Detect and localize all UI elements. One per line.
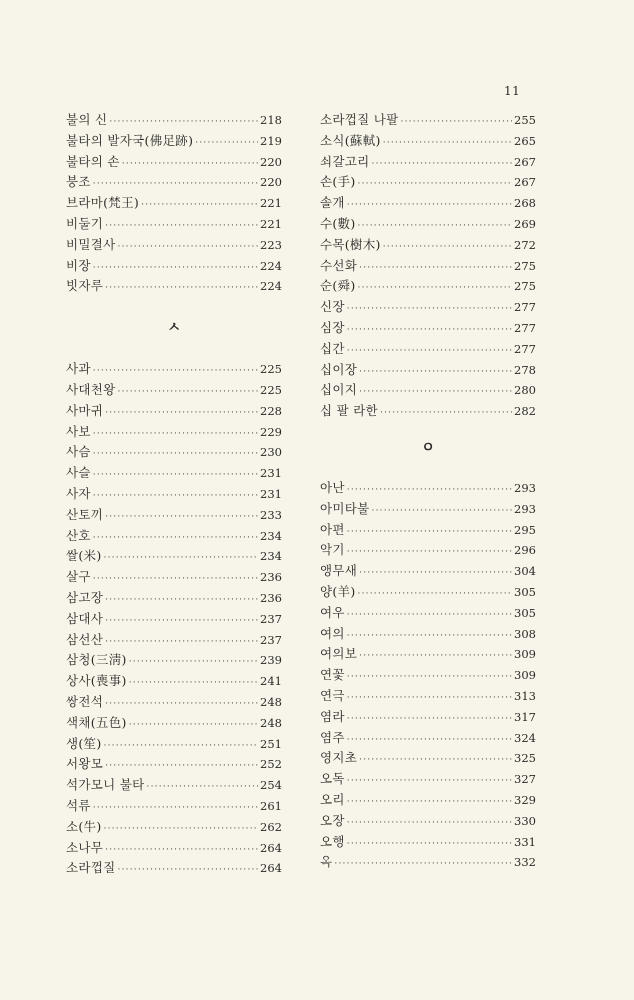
entry-page-number: 237 [260,611,282,626]
entry-page-number: 267 [514,154,536,169]
entry-term: 삼고장 [66,589,104,605]
entry-term: 십간 [320,340,345,356]
dot-leader [347,709,512,730]
entry-page-number: 308 [514,626,536,641]
entry-term: 오행 [320,833,345,849]
entry-page-number: 220 [260,154,282,169]
entry-page-number: 251 [260,736,282,751]
dot-leader [118,382,259,403]
index-entry [320,193,536,214]
dot-leader [141,195,258,216]
index-entry [320,665,536,686]
entry-list-right-2 [320,478,536,873]
index-entry [66,734,282,755]
index-entry [320,276,536,297]
dot-leader [93,486,258,507]
index-entry [66,422,282,443]
index-entry [320,256,536,277]
entry-term: 브라마(梵王) [66,195,140,211]
entry-term: 석류 [66,797,91,813]
index-entry [66,567,282,588]
index-entry [66,775,282,796]
entry-page-number: 248 [260,715,282,730]
entry-page-number: 313 [514,688,536,703]
entry-page-number: 329 [514,792,536,807]
index-entry [66,463,282,484]
index-entry [320,707,536,728]
dot-leader [105,611,258,632]
entry-page-number: 224 [260,279,282,294]
entry-term: 십 팔 라한 [320,403,379,419]
dot-leader [383,237,512,258]
entry-term: 소(牛) [66,818,102,834]
index-entry [320,769,536,790]
entry-page-number: 293 [514,501,536,516]
index-entry [320,624,536,645]
entry-term: 소라껍질 나팔 [320,112,399,127]
index-entry [320,582,536,603]
dot-leader [93,361,258,382]
dot-leader [93,569,258,590]
entry-page-number: 225 [260,382,282,397]
entry-list-right-1 [320,110,536,422]
entry-term: 소나무 [66,839,104,855]
dot-leader [359,750,512,771]
entry-page-number: 230 [260,445,282,460]
entry-term: 생(笙) [66,735,102,751]
entry-term: 소라껍질 [66,860,116,876]
index-entry [320,318,536,339]
entry-page-number: 264 [260,861,282,876]
entry-page-number: 317 [514,709,536,724]
entry-page-number: 305 [514,584,536,599]
entry-term: 비밀결사 [66,236,116,252]
dot-leader [347,299,512,320]
index-entry [320,152,536,173]
section-spacer [320,466,536,478]
index-entry [66,380,282,401]
dot-leader [347,688,512,709]
section-heading-ieung: ㅇ [421,439,435,456]
index-entry [320,235,536,256]
entry-list-left-2 [66,359,282,879]
index-entry [66,754,282,775]
entry-term: 수선화 [320,257,358,273]
entry-page-number: 255 [514,113,536,127]
dot-leader [105,840,258,861]
entry-page-number: 236 [260,590,282,605]
index-column-right [320,110,536,873]
entry-page-number: 304 [514,564,536,579]
dot-leader [347,542,512,563]
index-entry [66,505,282,526]
entry-page-number: 268 [514,196,536,211]
index-entry [320,832,536,853]
index-entry [320,297,536,318]
dot-leader [359,646,512,667]
entry-term: 신장 [320,299,345,315]
entry-term: 여의 [320,625,345,641]
index-entry [320,478,536,499]
index-entry [320,728,536,749]
entry-term: 연꽃 [320,667,345,683]
entry-page-number: 332 [514,855,536,870]
entry-page-number: 282 [514,404,536,419]
dot-leader [105,216,258,237]
dot-leader [93,258,258,279]
entry-term: 여우 [320,604,345,620]
index-entry [66,713,282,734]
dot-leader [105,278,258,299]
entry-page-number: 309 [514,668,536,683]
entry-term: 사슬 [66,465,91,481]
entry-page-number: 277 [514,320,536,335]
dot-leader [359,362,512,383]
entry-term: 양(羊) [320,583,356,599]
entry-term: 오리 [320,791,345,807]
dot-leader [109,112,258,133]
index-entry [66,630,282,651]
index-entry [320,644,536,665]
entry-term: 서왕모 [66,756,104,772]
index-entry [320,520,536,541]
entry-term: 쌀(米) [66,548,102,564]
dot-leader [347,341,512,362]
entry-term: 산토끼 [66,506,104,522]
entry-term: 수목(樹木) [320,236,381,252]
index-entry [66,796,282,817]
entry-term: 여의보 [320,646,358,662]
dot-leader [358,216,513,237]
dot-leader [347,792,512,813]
dot-leader [372,501,513,522]
entry-page-number: 231 [260,486,282,501]
dot-leader [105,507,258,528]
entry-page-number: 225 [260,362,282,377]
dot-leader [93,444,258,465]
entry-page-number: 277 [514,341,536,356]
entry-term: 불의 신 [66,112,108,127]
dot-leader [104,736,259,757]
entry-term: 아미타불 [320,500,370,516]
index-entry [320,686,536,707]
index-entry [320,499,536,520]
entry-page-number: 267 [514,175,536,190]
dot-leader [93,798,258,819]
entry-term: 염주 [320,729,345,745]
entry-page-number: 330 [514,813,536,828]
index-entry [66,359,282,380]
entry-page-number: 278 [514,362,536,377]
index-entry [320,401,536,422]
index-entry [66,172,282,193]
entry-term: 불타의 손 [66,153,120,169]
entry-term: 사보 [66,423,91,439]
entry-page-number: 327 [514,772,536,787]
index-entry [320,561,536,582]
dot-leader [129,715,258,736]
entry-term: 사슴 [66,444,91,460]
entry-term: 소식(蘇軾) [320,132,381,148]
entry-term: 상사(喪事) [66,673,127,689]
entry-term: 쌍전석 [66,693,104,709]
dot-leader [93,465,258,486]
entry-page-number: 224 [260,258,282,273]
entry-page-number: 219 [260,133,282,148]
dot-leader [347,195,512,216]
entry-term: 악기 [320,542,345,558]
index-entry [320,603,536,624]
entry-page-number: 229 [260,424,282,439]
entry-page-number: 233 [260,507,282,522]
dot-leader [347,730,512,751]
dot-leader [122,154,258,175]
index-entry [66,588,282,609]
entry-page-number: 264 [260,840,282,855]
index-entry [320,131,536,152]
entry-page-number: 324 [514,730,536,745]
entry-page-number: 241 [260,674,282,689]
index-entry [66,214,282,235]
index-entry [66,193,282,214]
dot-leader [104,819,259,840]
index-entry [66,131,282,152]
index-entry [66,110,282,131]
entry-page-number: 252 [260,757,282,772]
dot-leader [93,424,258,445]
dot-leader [359,382,512,403]
entry-term: 삼선산 [66,631,104,647]
dot-leader [129,673,258,694]
entry-page-number: 277 [514,300,536,315]
entry-page-number: 309 [514,647,536,662]
dot-leader [347,834,512,855]
entry-term: 붕조 [66,174,91,190]
dot-leader [347,480,512,501]
index-entry [66,526,282,547]
index-column-left [66,110,282,879]
dot-leader [358,278,513,299]
entry-term: 산호 [66,527,91,543]
dot-leader [104,548,259,569]
entry-page-number: 248 [260,694,282,709]
entry-page-number: 272 [514,237,536,252]
dot-leader [105,694,258,715]
entry-term: 영지초 [320,750,358,766]
entry-term: 쇠갈고리 [320,153,370,169]
entry-term: 석가모니 불타 [66,777,145,793]
entry-term: 비장 [66,257,91,273]
entry-page-number: 239 [260,653,282,668]
dot-leader [372,154,513,175]
entry-page-number: 269 [514,216,536,231]
entry-term: 사마귀 [66,402,104,418]
index-entry [66,152,282,173]
index-entry [320,214,536,235]
entry-page-number: 305 [514,605,536,620]
dot-leader [380,403,512,424]
index-entry [320,790,536,811]
entry-term: 삼청(三淸) [66,652,127,668]
dot-leader [347,522,512,543]
dot-leader [359,258,512,279]
entry-page-number: 325 [514,751,536,766]
entry-term: 연극 [320,687,345,703]
index-entry [320,748,536,769]
dot-leader [93,174,258,195]
entry-page-number: 234 [260,528,282,543]
entry-page-number: 234 [260,549,282,564]
index-entry [320,540,536,561]
entry-page-number: 275 [514,258,536,273]
dot-leader [347,626,512,647]
entry-page-number: 228 [260,403,282,418]
dot-leader [93,528,258,549]
entry-term: 살구 [66,569,91,585]
entry-page-number: 265 [514,133,536,148]
entry-page-number: 254 [260,778,282,793]
dot-leader [358,174,513,195]
entry-term: 사자 [66,485,91,501]
entry-term: 십이장 [320,361,358,377]
dot-leader [118,237,259,258]
dot-leader [347,605,512,626]
entry-page-number: 261 [260,798,282,813]
entry-list-left-1 [66,110,282,297]
dot-leader [105,756,258,777]
entry-term: 오장 [320,812,345,828]
dot-leader [129,652,258,673]
index-entry [320,360,536,381]
dot-leader [334,854,512,875]
dot-leader [105,590,258,611]
dot-leader [347,813,512,834]
entry-term: 옥 [320,854,333,870]
dot-leader [358,584,513,605]
entry-page-number: 295 [514,522,536,537]
entry-term: 염라 [320,708,345,724]
index-entry [320,339,536,360]
dot-leader [105,632,258,653]
dot-leader [195,133,258,154]
entry-term: 솔개 [320,195,345,211]
entry-term: 비둘기 [66,215,104,231]
page-number: 11 [504,84,521,98]
index-entry [66,692,282,713]
dot-leader [105,403,258,424]
entry-term: 심장 [320,319,345,335]
index-entry [66,838,282,859]
entry-term: 삼대사 [66,610,104,626]
index-entry [320,380,536,401]
entry-page-number: 331 [514,834,536,849]
entry-page-number: 275 [514,279,536,294]
index-entry [66,235,282,256]
index-entry [320,172,536,193]
entry-page-number: 237 [260,632,282,647]
entry-term: 색채(五色) [66,714,127,730]
entry-page-number: 293 [514,480,536,495]
dot-leader [347,771,512,792]
entry-term: 사대천왕 [66,381,116,397]
entry-page-number: 236 [260,570,282,585]
index-entry [66,671,282,692]
entry-term: 아난 [320,479,345,495]
dot-leader [347,667,512,688]
dot-leader [383,133,512,154]
dot-leader [359,563,512,584]
index-entry [320,110,536,131]
index-entry [320,811,536,832]
entry-page-number: 280 [514,383,536,398]
dot-leader [147,777,259,798]
dot-leader [401,112,513,133]
entry-page-number: 218 [260,113,282,127]
index-entry [66,650,282,671]
entry-term: 십이지 [320,382,358,398]
index-entry [66,546,282,567]
entry-page-number: 220 [260,175,282,190]
entry-term: 불타의 발자국(佛足跡) [66,132,194,148]
dot-leader [347,320,512,341]
dot-leader [118,860,259,881]
index-entry [66,858,282,879]
index-entry [66,401,282,422]
section-heading-siot: ㅅ [167,320,181,337]
entry-term: 아편 [320,521,345,537]
index-entry [66,817,282,838]
entry-term: 사과 [66,361,91,377]
entry-term: 앵무새 [320,563,358,579]
entry-term: 수(數) [320,215,356,231]
entry-page-number: 221 [260,196,282,211]
entry-page-number: 223 [260,237,282,252]
entry-term: 손(手) [320,174,356,190]
index-entry [66,442,282,463]
index-entry [320,852,536,873]
entry-page-number: 221 [260,216,282,231]
entry-page-number: 262 [260,819,282,834]
entry-page-number: 231 [260,466,282,481]
index-entry [66,276,282,297]
index-entry [66,609,282,630]
index-entry [66,484,282,505]
index-entry [66,256,282,277]
entry-term: 빗자루 [66,278,104,294]
entry-term: 오독 [320,771,345,787]
entry-term: 순(舜) [320,278,356,294]
entry-page-number: 296 [514,543,536,558]
